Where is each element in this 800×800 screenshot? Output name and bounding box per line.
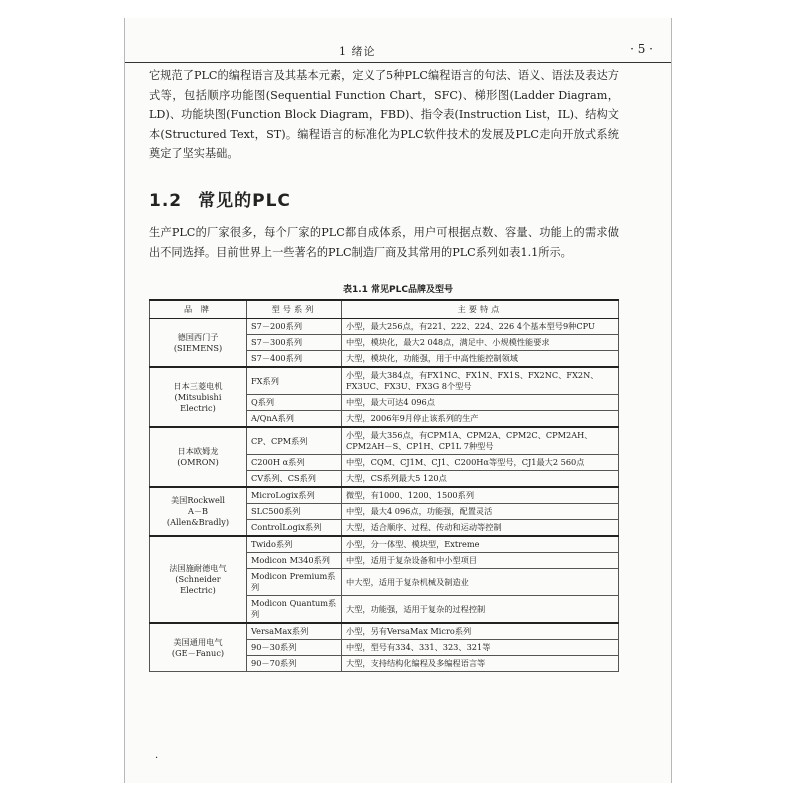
features-cell: 微型，有1000、1200、1500系列 — [342, 487, 619, 504]
page-header — [125, 40, 671, 63]
series-cell: A/QnA系列 — [247, 411, 342, 428]
series-cell: S7－400系列 — [247, 351, 342, 368]
series-cell: S7－200系列 — [247, 319, 342, 335]
plc-brands-table — [149, 299, 619, 672]
header-features: 主要特点 — [342, 300, 619, 319]
series-cell: 90－70系列 — [247, 656, 342, 672]
features-cell: 大型，模块化，功能强，用于中高性能控制领域 — [342, 351, 619, 368]
chapter-title: 1 绪论 — [339, 45, 376, 58]
series-cell: 90－30系列 — [247, 640, 342, 656]
table-row — [150, 367, 619, 395]
header-series: 型号系列 — [247, 300, 342, 319]
section-title: 常见的PLC — [198, 191, 291, 211]
series-cell: SLC500系列 — [247, 504, 342, 520]
features-cell: 中型，适用于复杂设备和中小型项目 — [342, 553, 619, 569]
series-cell: CP、CPM系列 — [247, 427, 342, 455]
brand-cell: 美国通用电气 (GE－Fanuc) — [150, 623, 247, 672]
brand-cell: 德国西门子 (SIEMENS) — [150, 319, 247, 368]
series-cell: C200H α系列 — [247, 455, 342, 471]
series-cell: VersaMax系列 — [247, 623, 342, 640]
features-cell: 小型，最大356点，有CPM1A、CPM2A、CPM2C、CPM2AH、CPM2AH－S、CP1H、CP1L 7种型号 — [342, 427, 619, 455]
features-cell: 中型，型号有334、331、323、321等 — [342, 640, 619, 656]
series-cell: Twido系列 — [247, 536, 342, 553]
book-page — [124, 18, 672, 783]
header-brand: 品 牌 — [150, 300, 247, 319]
features-cell: 大型，适合顺序、过程、传动和运动等控制 — [342, 520, 619, 537]
series-cell: S7－300系列 — [247, 335, 342, 351]
series-cell: MicroLogix系列 — [247, 487, 342, 504]
table-caption: 表1.1 常见PLC品牌及型号 — [342, 285, 453, 295]
series-cell: Modicon M340系列 — [247, 553, 342, 569]
section-heading — [149, 186, 291, 211]
table-body — [150, 319, 619, 672]
features-cell: 大型，功能强，适用于复杂的过程控制 — [342, 596, 619, 624]
table-row — [150, 623, 619, 640]
features-cell: 中型，CQM、CJ1M、CJ1、C200Hα等型号，CJ1最大2 560点 — [342, 455, 619, 471]
series-cell: Q系列 — [247, 395, 342, 411]
table-row — [150, 319, 619, 335]
features-cell: 中型，模块化，最大2 048点，满足中、小规模性能要求 — [342, 335, 619, 351]
section-paragraph: 生产PLC的厂家很多，每个厂家的PLC都自成体系，用户可根据点数、容量、功能上的需求做出不同选择。目前世界上一些著名的PLC制造厂商及其常用的PLC系列如表1.1所示。 — [149, 226, 619, 259]
intro-paragraph: 它规范了PLC的编程语言及其基本元素，定义了5种PLC编程语言的句法、语义、语法及表达方式等，包括顺序功能图(Sequential Function Chart，SFC)、梯形图(Ladder Diagram，LD)、功能块图(Function Block Diagram，FBD)、指令表(Instruction List，IL)、结构文本(Structured Text，ST)。编程语言的标准化为PLC软件技术的发展及PLC走向开放式系统奠定了坚实基础。 — [149, 69, 619, 160]
series-cell: Modicon Premium系列 — [247, 569, 342, 596]
table-row — [150, 427, 619, 455]
features-cell: 小型，最大256点，有221、222、224、226 4个基本型号9种CPU — [342, 319, 619, 335]
brand-cell: 日本三菱电机 (Mitsubishi Electric) — [150, 367, 247, 427]
features-cell: 大型，CS系列最大5 120点 — [342, 471, 619, 488]
brand-cell: 法国施耐德电气 (Schneider Electric) — [150, 536, 247, 623]
table-row — [150, 487, 619, 504]
series-cell: ControlLogix系列 — [247, 520, 342, 537]
page-number: · 5 · — [630, 42, 653, 56]
features-cell: 大型，支持结构化编程及多编程语言等 — [342, 656, 619, 672]
features-cell: 小型，另有VersaMax Micro系列 — [342, 623, 619, 640]
brand-cell: 日本欧姆龙 (OMRON) — [150, 427, 247, 487]
features-cell: 中型，最大可达4 096点 — [342, 395, 619, 411]
series-cell: Modicon Quantum系列 — [247, 596, 342, 624]
features-cell: 中大型，适用于复杂机械及制造业 — [342, 569, 619, 596]
section-number: 1.2 — [149, 191, 183, 211]
series-cell: FX系列 — [247, 367, 342, 395]
features-cell: 大型，2006年9月停止该系列的生产 — [342, 411, 619, 428]
table-row — [150, 536, 619, 553]
features-cell: 小型，分一体型、模块型，Extreme — [342, 536, 619, 553]
brand-cell: 美国Rockwell A－B (Allen&Bradly) — [150, 487, 247, 536]
footer-mark: · — [155, 753, 159, 764]
features-cell: 中型，最大4 096点，功能强，配置灵活 — [342, 504, 619, 520]
features-cell: 小型，最大384点，有FX1NC、FX1N、FX1S、FX2NC、FX2N、FX3UC、FX3U、FX3G 8个型号 — [342, 367, 619, 395]
series-cell: CV系列、CS系列 — [247, 471, 342, 488]
